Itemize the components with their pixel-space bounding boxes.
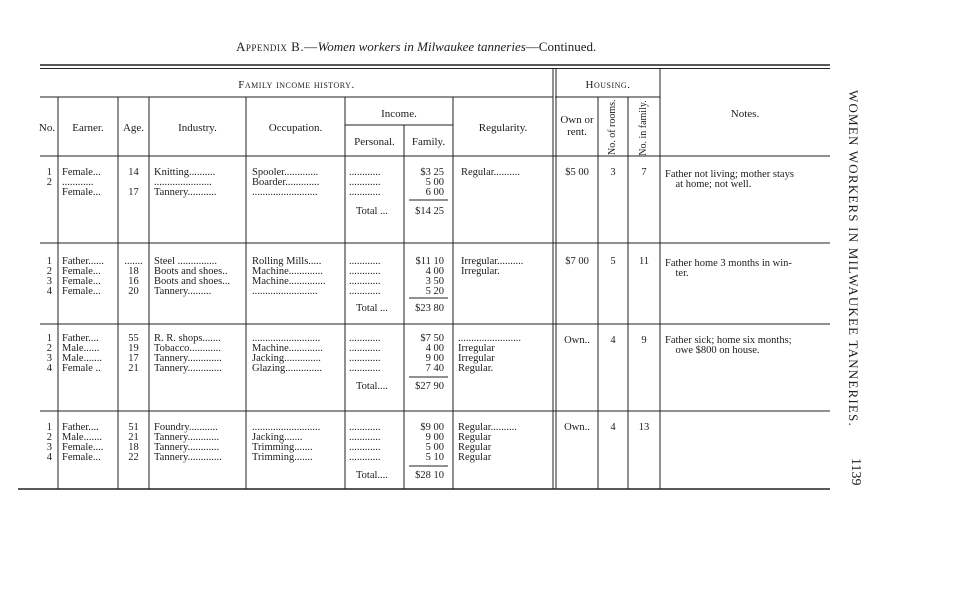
notes: Father sick; home six months; owe $800 on house. (665, 335, 792, 356)
total-label: Total ... (356, 303, 388, 314)
col-no: No. (38, 122, 56, 134)
rooms: 4 (610, 335, 616, 346)
rooms: 5 (610, 256, 616, 267)
title-italic: Women workers in Milwaukee tanneries (317, 39, 526, 54)
col-age: Age. (122, 122, 145, 134)
rooms: 3 (610, 167, 616, 178)
total-value: $28 10 (415, 470, 444, 481)
family-income: $7 50 4 00 9 00 7 40 (420, 333, 444, 374)
ages: 51 21 18 22 (128, 422, 139, 463)
occupations: .......................... Jacking....... Trimming....... Trimming....... (252, 422, 321, 463)
total-label: Total.... (356, 381, 388, 392)
earners: Father.... Male...... Male....... Female .. (62, 333, 102, 374)
rooms: 4 (610, 422, 616, 433)
industries: Steel ............... Boots and shoes.. Boots and shoes... Tannery......... (154, 256, 231, 297)
family-income: $9 00 9 00 5 00 5 10 (420, 422, 444, 463)
notes: Father not living; mother stays at home; not well. (665, 169, 794, 190)
housing-header: Housing. (585, 79, 631, 91)
industries: Knitting.......... ...................... Tannery........... (154, 167, 217, 198)
regularity: Regular.......... (461, 167, 520, 178)
industries: Foundry........... Tannery............ Tannery............ Tannery............. (154, 422, 222, 463)
col-industry: Industry. (178, 122, 217, 134)
col-occupation: Occupation. (268, 122, 323, 134)
col-earner: Earner. (72, 122, 104, 134)
row-numbers: 1 2 3 4 (46, 422, 52, 463)
industries: R. R. shops....... Tobacco............ Tannery............. Tannery............. (154, 333, 222, 374)
family-income-history-header: Family income history. (238, 79, 355, 91)
ages: ....... 18 16 20 (124, 256, 143, 297)
regularity: Irregular.......... Irregular. (461, 256, 524, 277)
family-income: $3 25 5 00 6 00 (420, 167, 444, 198)
earners: Father...... Female... Female... Female... (62, 256, 104, 297)
family-income: $11 10 4 00 3 50 5 20 (415, 256, 444, 297)
total-label: Total ... (356, 206, 388, 217)
personal-income: ............ ............ ............ ............ (349, 333, 381, 374)
occupations: Rolling Mills..... Machine............. Machine.............. ......................... (252, 256, 326, 297)
col-in-family: No. in family. (638, 100, 649, 156)
regularity: Regular.......... Regular Regular Regular (458, 422, 517, 463)
own-or-rent: Own.. (564, 335, 590, 346)
personal-income: ............ ............ ............ ............ (349, 422, 381, 463)
col-family: Family. (411, 136, 446, 148)
page-number: 1139 (848, 458, 863, 486)
col-income: Income. (381, 108, 417, 120)
side-running-title: WOMEN WORKERS IN MILWAUKEE TANNERIES. (846, 90, 861, 427)
col-rooms: No. of rooms. (607, 99, 618, 155)
total-value: $14 25 (415, 206, 444, 217)
regularity: ........................ Irregular Irregular Regular. (458, 333, 521, 374)
total-value: $23 80 (415, 303, 444, 314)
own-or-rent: $7 00 (565, 256, 589, 267)
col-own-or-rent: Own or rent. (560, 114, 594, 138)
personal-income: ............ ............ ............ ............ (349, 256, 381, 297)
notes: Father home 3 months in win- ter. (665, 258, 792, 279)
row-numbers: 1 2 3 4 (46, 333, 52, 374)
in-family: 11 (638, 256, 650, 267)
row-numbers: 1 2 3 4 (46, 256, 52, 297)
ages: 14 17 (128, 167, 139, 198)
total-value: $27 90 (415, 381, 444, 392)
col-personal: Personal. (354, 136, 395, 148)
own-or-rent: Own.. (564, 422, 590, 433)
row-numbers: 1 2 (46, 167, 52, 188)
personal-income: ............ ............ ............ (349, 167, 381, 198)
earners: Female... ............ Female... (62, 167, 101, 198)
in-family: 13 (638, 422, 650, 433)
own-or-rent: $5 00 (565, 167, 589, 178)
total-label: Total.... (356, 470, 388, 481)
in-family: 7 (641, 167, 647, 178)
ages: 55 19 17 21 (128, 333, 139, 374)
col-notes: Notes. (730, 108, 760, 120)
appendix-label: Appendix B.— (236, 39, 318, 54)
col-regularity: Regularity. (478, 122, 528, 134)
earners: Father.... Male....... Female.... Female... (62, 422, 104, 463)
occupations: .......................... Machine............. Jacking.............. Glazing.............. (252, 333, 323, 374)
title-tail: —Continued. (525, 39, 597, 54)
occupations: Spooler............. Boarder............. ......................... (252, 167, 320, 198)
in-family: 9 (641, 335, 647, 346)
